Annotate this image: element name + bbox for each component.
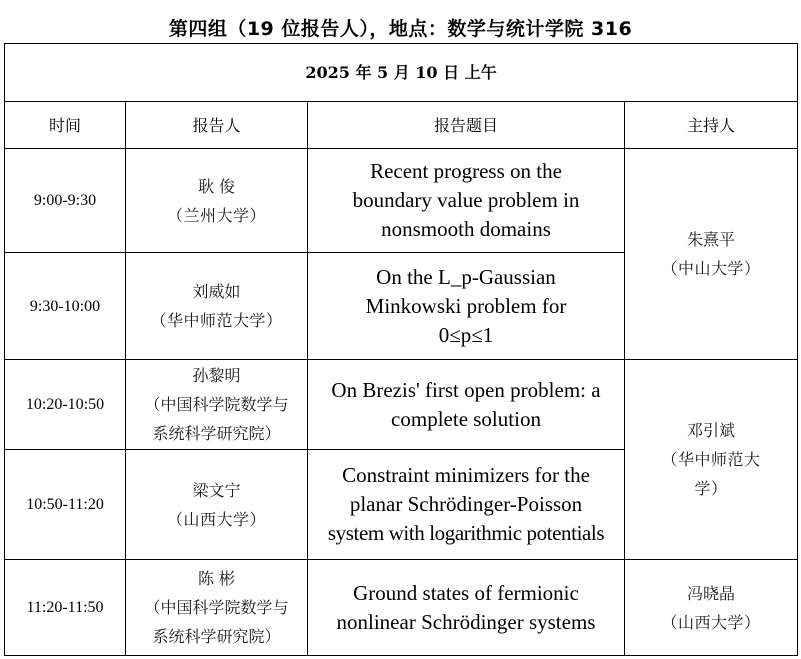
table-row bbox=[5, 149, 798, 253]
speaker-name: 孙黎明 bbox=[192, 366, 241, 385]
topic-line: complete solution bbox=[391, 406, 541, 431]
host-cell bbox=[625, 149, 798, 360]
time-cell: 11:20-11:50 bbox=[5, 560, 126, 656]
topic-line: Constraint minimizers for the bbox=[342, 463, 590, 487]
topic-line: 0≤p≤1 bbox=[438, 322, 494, 347]
topic-cell bbox=[308, 560, 625, 656]
speaker-affiliation: （兰州大学） bbox=[166, 205, 266, 225]
schedule-table bbox=[4, 43, 798, 656]
date-row bbox=[5, 44, 798, 102]
topic-cell bbox=[308, 450, 625, 560]
host-affiliation: 学） bbox=[694, 479, 728, 498]
speaker-cell bbox=[126, 360, 308, 450]
topic-cell bbox=[308, 253, 625, 360]
host-affiliation: （中山大学） bbox=[661, 259, 761, 278]
speaker-affiliation: （山西大学） bbox=[166, 509, 266, 529]
page-title: 第四组（19 位报告人），地点：数学与统计学院 316 bbox=[168, 18, 633, 40]
speaker-cell bbox=[126, 253, 308, 360]
header-speaker: 报告人 bbox=[126, 102, 308, 149]
time-cell: 10:20-10:50 bbox=[5, 360, 126, 450]
header-time: 时间 bbox=[5, 102, 126, 149]
topic-cell bbox=[308, 149, 625, 253]
speaker-name: 刘威如 bbox=[192, 282, 241, 301]
host-cell bbox=[625, 360, 798, 560]
topic-line: planar Schrödinger-Poisson bbox=[349, 492, 583, 516]
topic-line: boundary value problem in bbox=[352, 188, 580, 212]
topic-line: Ground states of fermionic bbox=[353, 580, 579, 605]
speaker-affiliation: 系统科学研究院） bbox=[152, 627, 281, 646]
time-cell: 9:30-10:00 bbox=[5, 253, 126, 360]
header-topic: 报告题目 bbox=[308, 102, 625, 149]
table-row bbox=[5, 360, 798, 450]
topic-line: On Brezis' first open problem: a bbox=[331, 377, 601, 402]
speaker-cell bbox=[126, 560, 308, 656]
topic-line: Recent progress on the bbox=[370, 159, 562, 183]
topic-line: nonlinear Schrödinger systems bbox=[336, 609, 596, 634]
topic-cell bbox=[308, 360, 625, 450]
speaker-affiliation: （中国科学院数学与 bbox=[144, 395, 289, 414]
topic-line: On the L_p-Gaussian bbox=[376, 264, 556, 289]
topic-line: nonsmooth domains bbox=[381, 217, 551, 241]
host-cell bbox=[625, 560, 798, 656]
host-name: 朱熹平 bbox=[687, 230, 736, 249]
speaker-name: 耿 俊 bbox=[197, 176, 236, 196]
host-name: 邓引斌 bbox=[687, 421, 736, 440]
header-row bbox=[5, 102, 798, 149]
speaker-affiliation: （华中师范大学） bbox=[150, 311, 283, 330]
time-cell: 10:50-11:20 bbox=[5, 450, 126, 560]
speaker-affiliation: （中国科学院数学与 bbox=[144, 598, 289, 617]
topic-line: system with logarithmic potentials bbox=[327, 521, 605, 545]
speaker-affiliation: 系统科学研究院） bbox=[152, 424, 281, 443]
topic-line: Minkowski problem for bbox=[365, 293, 567, 318]
header-host: 主持人 bbox=[625, 102, 798, 149]
speaker-cell bbox=[126, 149, 308, 253]
speaker-cell bbox=[126, 450, 308, 560]
host-name: 冯晓晶 bbox=[687, 583, 736, 603]
date-line: 2025 年 5 月 10 日 上午 bbox=[5, 44, 798, 102]
speaker-name: 梁文宁 bbox=[192, 480, 241, 500]
speaker-name: 陈 彬 bbox=[197, 569, 236, 588]
time-cell: 9:00-9:30 bbox=[5, 149, 126, 253]
table-row bbox=[5, 560, 798, 656]
host-affiliation: （山西大学） bbox=[661, 612, 761, 632]
host-affiliation: （华中师范大 bbox=[661, 450, 761, 469]
